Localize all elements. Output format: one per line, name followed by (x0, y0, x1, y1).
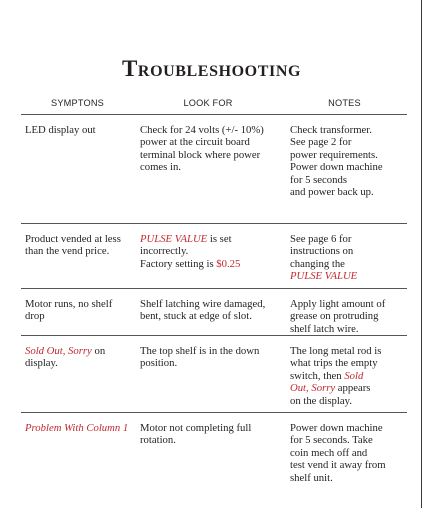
table-row (21, 336, 407, 413)
look-for-cell: Shelf latching wire damaged, bent, stuck at edge of slot. (140, 298, 266, 323)
table-row (21, 224, 407, 289)
header-look-for: LOOK FOR (183, 98, 233, 108)
look-for-cell: PULSE VALUE is set incorrectly. Factory setting is $0.25 (140, 233, 241, 270)
sold-out-message: Out, Sorry (290, 382, 336, 395)
symptom-cell: LED display out (25, 124, 96, 136)
header-symptoms: SYMPTONS (51, 98, 104, 108)
table-row (21, 289, 407, 336)
sold-out-message: Sold Out, Sorry (25, 345, 92, 357)
symptom-cell: Product vended at less than the vend price. (25, 233, 121, 258)
table-row (21, 115, 407, 224)
notes-cell: Apply light amount of grease on protruding shelf latch wire. (290, 298, 386, 335)
notes-cell: Power down machine for 5 seconds. Take coin mech off and test vend it away from shelf unit. (290, 422, 386, 484)
factory-setting-value: $0.25 (216, 257, 241, 270)
symptom-cell: Sold Out, Sorry on display. (25, 345, 106, 370)
look-for-cell: Motor not completing full rotation. (140, 422, 252, 447)
table-row (21, 413, 407, 503)
error-message: Problem With Column 1 (25, 422, 129, 434)
pulse-value-term: PULSE VALUE (140, 233, 208, 245)
symptom-cell (21, 413, 134, 503)
symptom-cell: Motor runs, no shelf drop (25, 298, 113, 323)
header-notes: NOTES (328, 98, 361, 108)
look-for-cell: The top shelf is in the down position. (140, 345, 260, 370)
notes-cell: Check transformer. See page 2 for power requirements. Power down machine for 5 seconds and power back up. (290, 124, 383, 199)
pulse-value-term: PULSE VALUE (290, 270, 358, 283)
sold-out-message: Sold (344, 369, 364, 382)
notes-cell: See page 6 for instructions on changing the PULSE VALUE (282, 224, 407, 288)
page-title: Troubleshooting (121, 56, 302, 81)
table-header-row (21, 92, 407, 115)
troubleshooting-table (21, 92, 407, 503)
look-for-cell: Check for 24 volts (+/- 10%) power at the circuit board terminal block where power comes in. (140, 124, 264, 174)
notes-cell: The long metal rod is what trips the empty switch, then Sold Out, Sorry appears on the display. (290, 345, 382, 407)
